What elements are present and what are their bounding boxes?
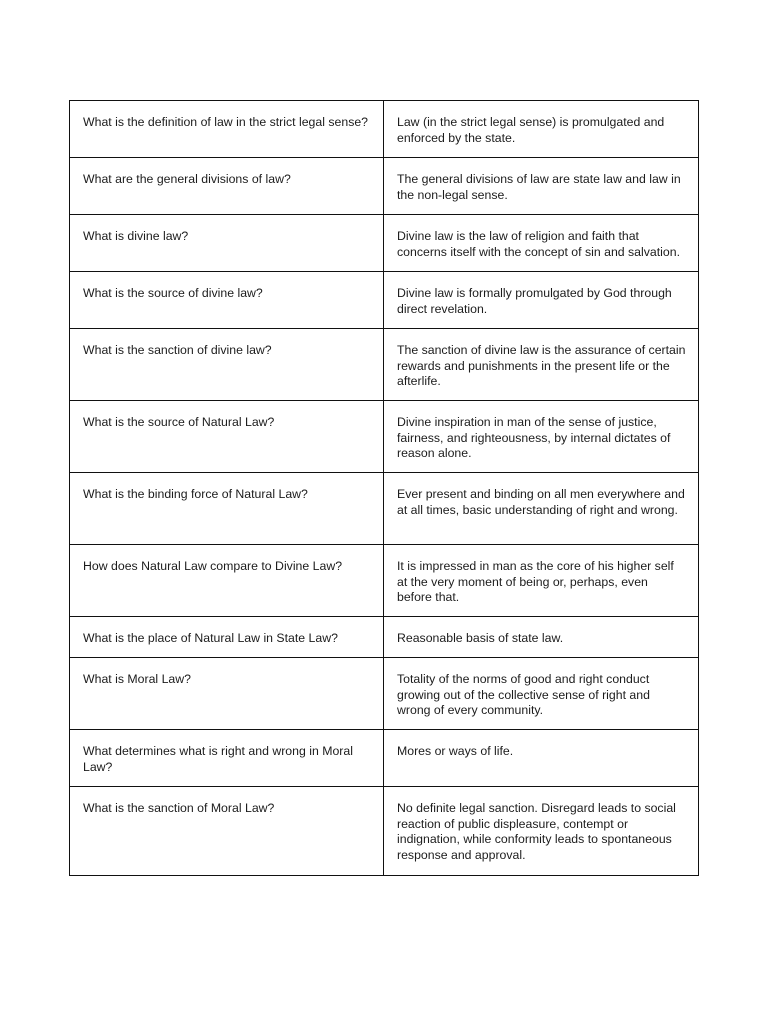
question-cell: What is the sanction of divine law? xyxy=(70,329,384,401)
answer-cell: Reasonable basis of state law. xyxy=(384,617,699,658)
table-row xyxy=(70,272,699,329)
table-row xyxy=(70,787,699,876)
question-cell: What is the place of Natural Law in State Law? xyxy=(70,617,384,658)
question-cell: What is the source of Natural Law? xyxy=(70,401,384,473)
answer-cell: The general divisions of law are state law and law in the non-legal sense. xyxy=(384,158,699,215)
answer-cell: Mores or ways of life. xyxy=(384,730,699,787)
question-cell: What are the general divisions of law? xyxy=(70,158,384,215)
answer-cell: Law (in the strict legal sense) is promulgated and enforced by the state. xyxy=(384,101,699,158)
answer-cell: It is impressed in man as the core of his higher self at the very moment of being or, perhaps, even before that. xyxy=(384,545,699,617)
table-row xyxy=(70,158,699,215)
answer-cell: Divine law is the law of religion and faith that concerns itself with the concept of sin and salvation. xyxy=(384,215,699,272)
table-row xyxy=(70,329,699,401)
question-cell: What is the binding force of Natural Law? xyxy=(70,473,384,545)
question-cell: What determines what is right and wrong in Moral Law? xyxy=(70,730,384,787)
answer-cell: Totality of the norms of good and right conduct growing out of the collective sense of right and wrong of every community. xyxy=(384,658,699,730)
answer-cell: The sanction of divine law is the assurance of certain rewards and punishments in the present life or the afterlife. xyxy=(384,329,699,401)
answer-cell: Divine law is formally promulgated by God through direct revelation. xyxy=(384,272,699,329)
table-row xyxy=(70,658,699,730)
table-row xyxy=(70,401,699,473)
answer-cell: No definite legal sanction. Disregard leads to social reaction of public displeasure, contempt or indignation, while conformity leads to spontaneous response and approval. xyxy=(384,787,699,876)
question-cell: What is Moral Law? xyxy=(70,658,384,730)
table-row xyxy=(70,473,699,545)
table-row xyxy=(70,730,699,787)
answer-cell: Divine inspiration in man of the sense of justice, fairness, and righteousness, by internal dictates of reason alone. xyxy=(384,401,699,473)
table-row xyxy=(70,215,699,272)
table-row xyxy=(70,101,699,158)
table-row xyxy=(70,545,699,617)
qa-table xyxy=(69,100,699,876)
table-row xyxy=(70,617,699,658)
question-cell: How does Natural Law compare to Divine Law? xyxy=(70,545,384,617)
answer-cell: Ever present and binding on all men everywhere and at all times, basic understanding of right and wrong. xyxy=(384,473,699,545)
question-cell: What is the sanction of Moral Law? xyxy=(70,787,384,876)
qa-table-body xyxy=(70,101,699,876)
question-cell: What is divine law? xyxy=(70,215,384,272)
question-cell: What is the source of divine law? xyxy=(70,272,384,329)
question-cell: What is the definition of law in the strict legal sense? xyxy=(70,101,384,158)
